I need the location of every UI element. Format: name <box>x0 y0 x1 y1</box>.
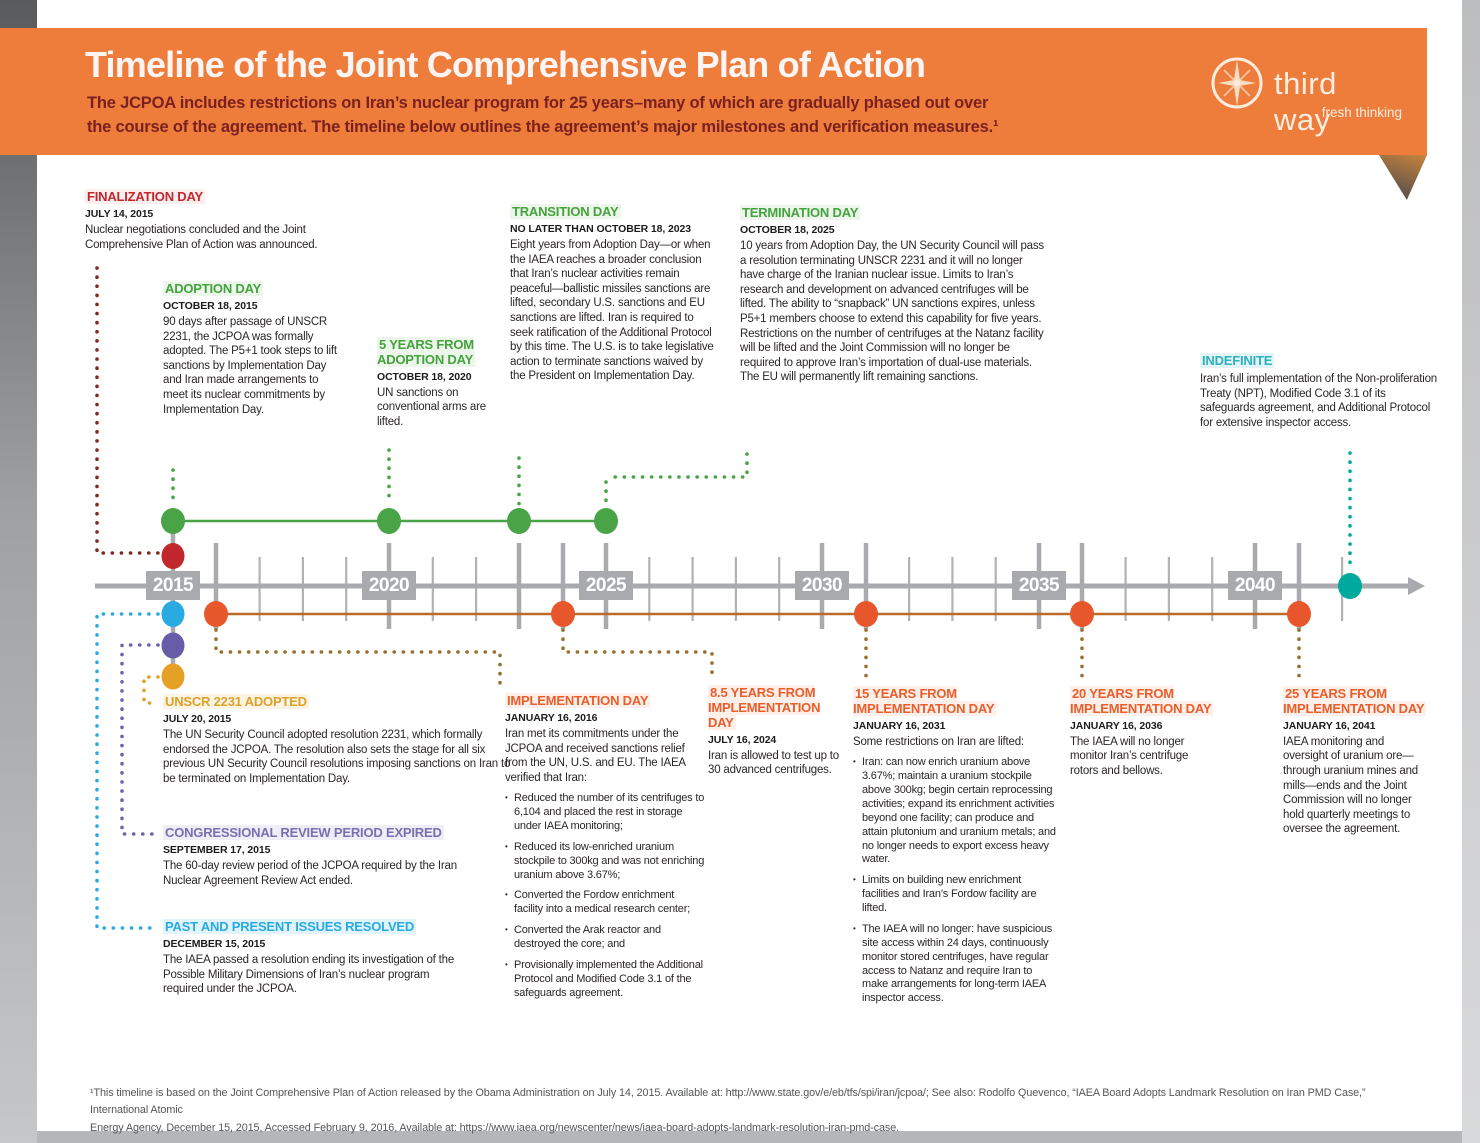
event-termination-day <box>740 206 1044 385</box>
dot-twenty-five-years <box>1287 601 1311 627</box>
eight-half-years-connector <box>563 630 712 680</box>
dot-adoption-day <box>161 508 185 534</box>
unscr-connector <box>144 677 158 703</box>
event-body: Some restrictions on Iran are lifted: <box>853 735 1024 748</box>
event-body: 90 days after passage of UNSCR 2231, the JCPOA was formally adopted. The P5+1 took steps to lift sanctions by Implementation Day and Iran made arrangements to meet its nuclear commitments by Implementation Day. <box>163 315 337 416</box>
footnote <box>90 1085 1402 1137</box>
page-subtitle <box>87 92 998 140</box>
year-label-2040: 2040 <box>1228 571 1282 600</box>
dot-termination-day <box>594 508 618 534</box>
event-adoption-day <box>163 282 343 417</box>
past-present-connector <box>97 614 158 928</box>
event-five-years-from-adoption <box>377 338 489 430</box>
event-date: NO LATER THAN OCTOBER 18, 2023 <box>510 222 691 235</box>
event-heading: 8.5 YEARS FROM IMPLEMENTATION DAY <box>708 685 821 730</box>
bullet-item: • Converted the Arak reactor and destroyed the core; and <box>505 924 705 952</box>
year-label-2020: 2020 <box>362 571 416 600</box>
event-body: Nuclear negotiations concluded and the Joint Comprehensive Plan of Action was announced. <box>85 223 318 251</box>
event-heading: INDEFINITE <box>1202 353 1273 368</box>
dot-indefinite <box>1338 573 1362 599</box>
dot-unscr-2231 <box>162 664 185 690</box>
event-heading: 5 YEARS FROM ADOPTION DAY <box>377 337 474 367</box>
implementation-connector <box>216 630 500 688</box>
dot-congressional-review <box>162 633 185 659</box>
bullet-item: • Iran: can now enrich uranium above 3.67%; maintain a uranium stockpile above 300kg; begin certain reprocessing activities; expand its enrichment activities beyond one facility; can produce and attain plutonium and uranium metals; and no longer needs to export excess heavy water. <box>853 756 1060 867</box>
bullet-item: • The IAEA will no longer: have suspicious site access within 24 days, continuously monitor stored centrifuges, have regular access to Natanz and require Iran to make arrangements for long-term IAEA inspector access. <box>853 923 1060 1006</box>
header-banner <box>0 28 1427 155</box>
event-heading: 20 YEARS FROM IMPLEMENTATION DAY <box>1070 686 1212 716</box>
dot-transition-day <box>507 508 531 534</box>
event-body: Iran’s full implementation of the Non-proliferation Treaty (NPT), Modified Code 3.1 of its safeguards agreement, and Additional Protocol for extensive inspector access. <box>1200 372 1437 429</box>
dot-twenty-years <box>1070 601 1094 627</box>
event-date: JULY 20, 2015 <box>163 712 232 725</box>
event-20-years-from-implementation <box>1070 687 1218 779</box>
event-date: JULY 16, 2024 <box>708 733 777 746</box>
year-label-2015: 2015 <box>146 571 200 600</box>
finalization-connector <box>97 268 158 553</box>
event-date: SEPTEMBER 17, 2015 <box>163 843 271 856</box>
page-subtitle-line1: The JCPOA includes restrictions on Iran’s nuclear program for 25 years–many of which are gradually phased out over <box>87 94 989 112</box>
event-body: IAEA monitoring and oversight of uranium ore—through uranium mines and mills—ends and the Joint Commission will no longer hold quarterly meetings to oversee the agreement. <box>1283 735 1418 836</box>
event-body: The IAEA passed a resolution ending its investigation of the Possible Military Dimensions of Iran’s nuclear program required under the JCPOA. <box>163 953 455 996</box>
year-label-2030: 2030 <box>795 571 849 600</box>
third-way-logo <box>1208 54 1402 137</box>
arrow-right-icon <box>1408 577 1425 595</box>
event-date: OCTOBER 18, 2015 <box>163 299 258 312</box>
page-subtitle-line2: the course of the agreement. The timeline below outlines the agreement’s major milestones and verification measures.¹ <box>87 117 999 136</box>
logo-wordmark: third way <box>1274 66 1337 137</box>
event-heading: TRANSITION DAY <box>512 204 619 219</box>
event-date: JANUARY 16, 2016 <box>505 711 598 724</box>
congressional-connector <box>122 645 158 834</box>
event-8-5-years-from-implementation <box>708 686 848 778</box>
event-date: JANUARY 16, 2041 <box>1283 719 1376 732</box>
page-right-edge <box>1462 0 1480 1143</box>
event-unscr-2231-adopted <box>163 695 515 786</box>
dot-fifteen-years <box>854 601 878 627</box>
termination-connector <box>612 454 747 477</box>
event-body: Iran is allowed to test up to 30 advanced centrifuges. <box>708 749 839 777</box>
event-congressional-review-expired <box>163 826 475 888</box>
page-left-edge <box>0 0 37 1143</box>
dot-past-present-resolved <box>162 601 185 627</box>
bullet-item: • Converted the Fordow enrichment facility into a medical research center; <box>505 889 705 917</box>
event-heading: PAST AND PRESENT ISSUES RESOLVED <box>165 919 415 934</box>
event-date: JULY 14, 2015 <box>85 207 154 220</box>
event-body: Iran met its commitments under the JCPOA and received sanctions relief from the UN, U.S. and EU. The IAEA verified that Iran: <box>505 727 686 784</box>
event-date: OCTOBER 18, 2020 <box>377 370 472 383</box>
event-past-present-issues-resolved <box>163 920 463 997</box>
logo-tagline: fresh thinking <box>1321 105 1402 120</box>
bullet-item: • Reduced the number of its centrifuges to 6,104 and placed the rest in storage under IAEA monitoring; <box>505 792 705 834</box>
event-heading: FINALIZATION DAY <box>87 189 203 204</box>
event-body: The UN Security Council adopted resolution 2231, which formally endorsed the JCPOA. The resolution also sets the stage for all six previous UN Security Council resolutions imposing sanctions on Iran to be terminated on Implementation Day. <box>163 728 511 785</box>
event-body: The 60-day review period of the JCPOA required by the Iran Nuclear Agreement Review Act ended. <box>163 859 457 887</box>
bullet-item: • Reduced its low-enriched uranium stockpile to 300kg and was not enriching uranium above 3.67%; <box>505 841 705 883</box>
milestone-dots <box>161 508 1362 690</box>
dot-finalization-day <box>162 543 185 569</box>
event-date: OCTOBER 18, 2025 <box>740 223 835 236</box>
dot-eight-half-years <box>551 601 575 627</box>
event-heading: 25 YEARS FROM IMPLEMENTATION DAY <box>1283 686 1425 716</box>
dot-implementation-day <box>204 601 228 627</box>
event-heading: CONGRESSIONAL REVIEW PERIOD EXPIRED <box>165 825 442 840</box>
event-heading: TERMINATION DAY <box>742 205 859 220</box>
year-label-2025: 2025 <box>579 571 633 600</box>
event-indefinite <box>1200 354 1437 430</box>
event-date: JANUARY 16, 2031 <box>853 719 946 732</box>
bullet-item: • Limits on building new enrichment facilities and Iran’s Fordow facility are lifted. <box>853 874 1060 916</box>
event-finalization-day <box>85 190 355 252</box>
event-heading: IMPLEMENTATION DAY <box>507 693 649 708</box>
event-body: UN sanctions on conventional arms are lifted. <box>377 386 486 429</box>
compass-icon <box>1208 54 1266 112</box>
event-bullet-list <box>505 792 705 1000</box>
event-heading: 15 YEARS FROM IMPLEMENTATION DAY <box>853 686 995 716</box>
event-date: JANUARY 16, 2036 <box>1070 719 1163 732</box>
event-body: 10 years from Adoption Day, the UN Security Council will pass a resolution terminating UNSCR 2231 and it will no longer have charge of the Iranian nuclear issue. Limits to Iran’s research and development on advanced centrifuges will be lifted. The ability to “snapback” UN sanctions expires, unless P5+1 members choose to extend this capability for five years. Restrictions on the number of centrifuges at the Natanz facility will be lifted and the Joint Commission will no longer be required to approve Iran’s importation of dual-use materials. The EU will permanently lift remaining sanctions. <box>740 239 1044 384</box>
bullet-item: • Provisionally implemented the Additional Protocol and Modified Code 3.1 of the safeguards agreement. <box>505 959 705 1001</box>
event-heading: UNSCR 2231 ADOPTED <box>165 694 307 709</box>
year-ticks <box>173 557 1342 621</box>
event-body: The IAEA will no longer monitor Iran’s centrifuge rotors and bellows. <box>1070 735 1189 778</box>
event-bullet-list <box>853 756 1060 1006</box>
event-body: Eight years from Adoption Day—or when the IAEA reaches a broader conclusion that Iran’s nuclear activities remain peaceful—ballistic missiles sanctions are lifted, secondary U.S. sanctions and EU sanctions are lifted. Iran is required to seek ratification of the Additional Protocol by this time. The U.S. is to take legislative action to terminate sanctions waived by the President on Implementation Day. <box>510 238 714 383</box>
event-date: DECEMBER 15, 2015 <box>163 937 266 950</box>
event-heading: ADOPTION DAY <box>165 281 262 296</box>
page-title: Timeline of the Joint Comprehensive Plan of Action <box>85 44 926 85</box>
event-25-years-from-implementation <box>1283 687 1428 837</box>
footnote-line2: Energy Agency, December 15, 2015, Accessed February 9, 2016, Available at: https://www.iaea.org/newscenter/news/iaea-board-adopts-landmark-resolution-iran-pmd-case. <box>90 1121 900 1134</box>
year-label-2035: 2035 <box>1012 571 1066 600</box>
event-15-years-from-implementation <box>853 687 1060 1013</box>
footnote-line1: ¹This timeline is based on the Joint Comprehensive Plan of Action released by the Obama Administration on July 14, 2015. Available at: http://www.state.gov/e/eb/tfs/spi/iran/jcpoa/; See also: Rodolfo Quevenco, “IAEA Board Adopts Landmark Resolution on Iran PMD Case,” International Atomic <box>90 1087 1366 1117</box>
event-transition-day <box>510 205 717 384</box>
event-implementation-day <box>505 694 705 1007</box>
dot-five-years-adoption <box>377 508 401 534</box>
